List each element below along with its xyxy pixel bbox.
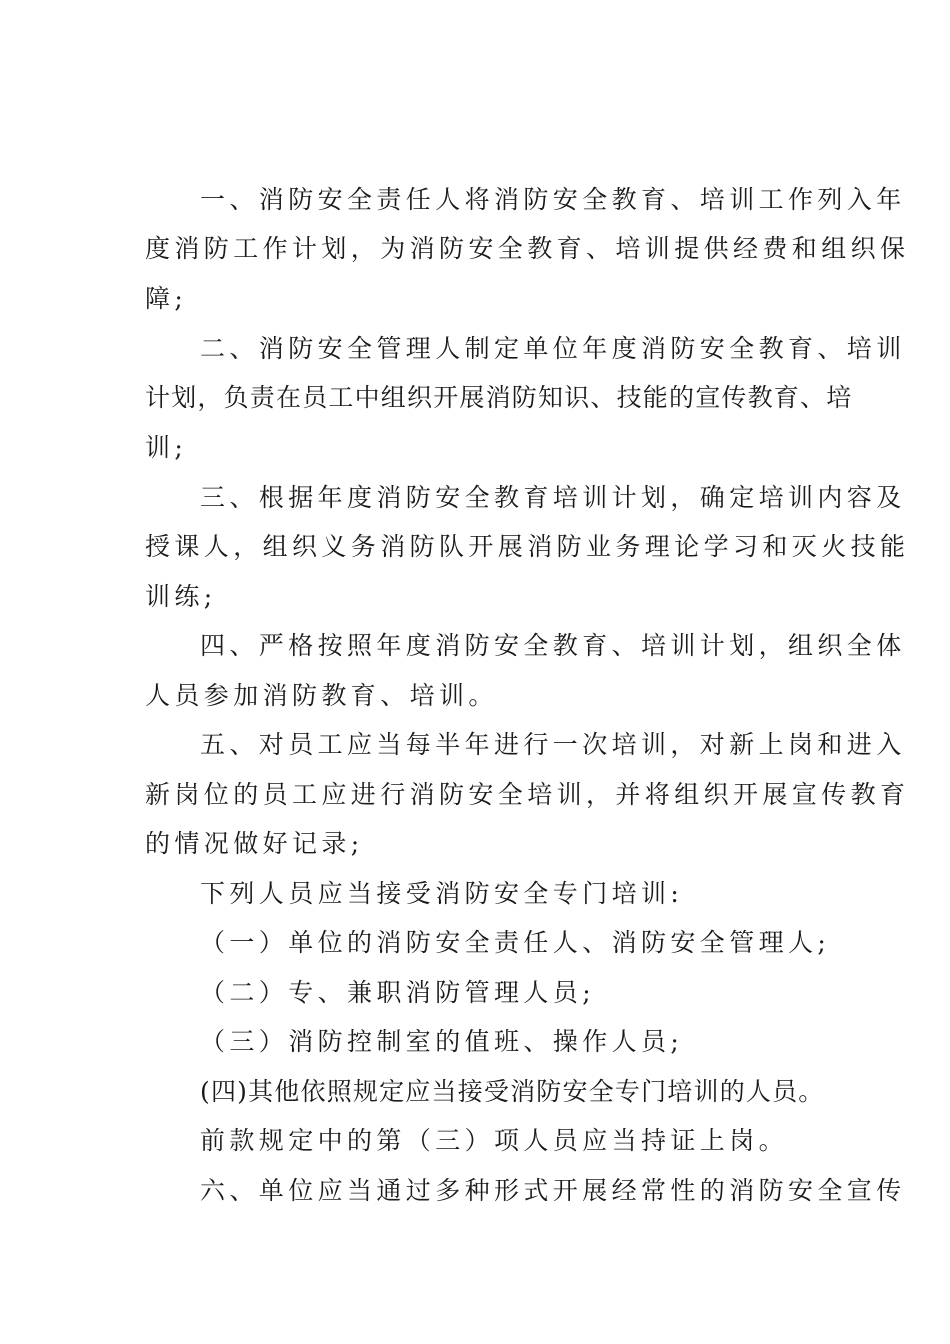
paragraph-4-line-1: 四、严格按照年度消防安全教育、培训计划，组织全体 <box>200 631 906 660</box>
training-list-item-2: （二）专、兼职消防管理人员; <box>200 978 596 1007</box>
training-list-item-4: (四)其他依照规定应当接受消防安全专门培训的人员。 <box>200 1077 825 1106</box>
paragraph-1-line-1: 一、消防安全责任人将消防安全教育、培训工作列入年 <box>200 185 906 214</box>
paragraph-3-line-1: 三、根据年度消防安全教育培训计划，确定培训内容及 <box>200 483 906 512</box>
paragraph-6-line-1: 六、单位应当通过多种形式开展经常性的消防安全宣传 <box>200 1176 906 1205</box>
training-list-intro: 下列人员应当接受消防安全专门培训: <box>200 879 684 908</box>
paragraph-2-line-1: 二、消防安全管理人制定单位年度消防安全教育、培训 <box>200 334 906 363</box>
paragraph-3-line-2: 授课人，组织义务消防队开展消防业务理论学习和灭火技能 <box>145 532 910 561</box>
certification-note: 前款规定中的第（三）项人员应当持证上岗。 <box>200 1126 789 1155</box>
paragraph-5-line-3: 的情况做好记录; <box>145 829 364 858</box>
paragraph-2-line-3: 训; <box>145 433 188 462</box>
paragraph-1-line-3: 障; <box>145 284 188 313</box>
paragraph-3-line-3: 训练; <box>145 582 217 611</box>
paragraph-2-line-2: 计划，负责在员工中组织开展消防知识、技能的宣传教育、培 <box>145 383 853 412</box>
paragraph-4-line-2: 人员参加消防教育、培训。 <box>145 681 498 710</box>
paragraph-5-line-1: 五、对员工应当每半年进行一次培训，对新上岗和进入 <box>200 730 906 759</box>
training-list-item-3: （三）消防控制室的值班、操作人员; <box>200 1027 684 1056</box>
paragraph-1-line-2: 度消防工作计划，为消防安全教育、培训提供经费和组织保 <box>145 234 910 263</box>
training-list-item-1: （一）单位的消防安全责任人、消防安全管理人; <box>200 928 831 957</box>
paragraph-5-line-2: 新岗位的员工应进行消防安全培训，并将组织开展宣传教育 <box>145 780 910 809</box>
